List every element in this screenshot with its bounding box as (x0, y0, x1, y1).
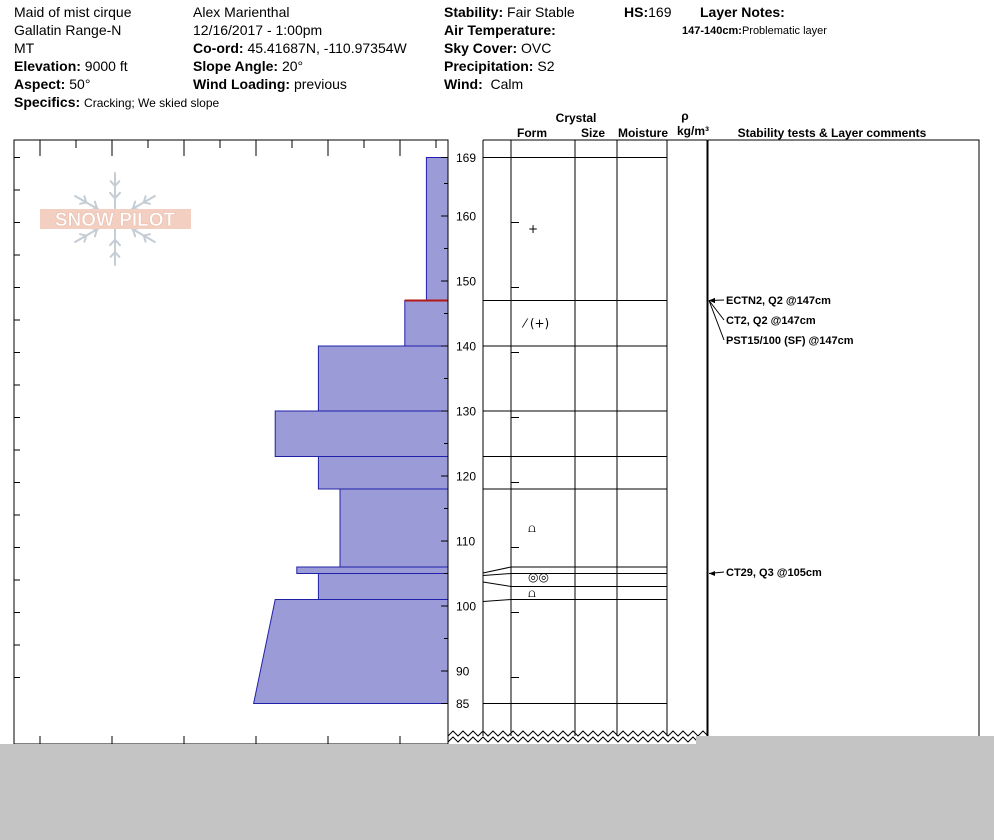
depth-tick-label: 100 (456, 599, 477, 614)
col-density-unit: kg/m³ (676, 124, 710, 138)
boundary-connector (483, 574, 511, 576)
depth-tick-label: 110 (456, 534, 476, 549)
slope-value: 20° (281, 58, 304, 74)
precip-label: Precipitation: (444, 58, 534, 74)
specifics-label: Specifics: (14, 94, 81, 110)
grain-form-symbol: + (528, 222, 539, 236)
hs-value: 169 (648, 4, 672, 20)
comments-frame (708, 140, 979, 744)
grain-form-symbol: ⁄ (+) (524, 316, 550, 331)
stability-value: Fair Stable (507, 4, 575, 20)
stability-test-label: ECTN2, Q2 @147cm (726, 295, 831, 307)
hardness-layers (254, 158, 448, 704)
grey-footer-band (0, 744, 994, 840)
logo-text: SNOW PILOT (54, 210, 176, 231)
layer-note-range: 147-140cm: (682, 25, 742, 37)
aspect-value: 50° (69, 76, 91, 92)
datetime: 12/16/2017 - 1:00pm (193, 22, 323, 38)
break-line-top (448, 731, 708, 736)
break-lines (448, 731, 708, 742)
slope-label: Slope Angle: (193, 58, 279, 74)
sky-label: Sky Cover: (444, 40, 518, 56)
wind-loading-label: Wind Loading: (193, 76, 291, 92)
left-ticks (14, 158, 20, 678)
test-arrowhead (709, 571, 715, 576)
hardness-layer (318, 574, 448, 600)
depth-tick-label: 85 (456, 697, 470, 711)
stability-label: Stability: (444, 4, 504, 20)
precip-value: S2 (537, 58, 555, 74)
stability-test-label: PST15/100 (SF) @147cm (726, 335, 854, 347)
layer-notes-label: Layer Notes: (700, 4, 785, 20)
depth-tick-label: 90 (456, 664, 470, 679)
wind-label: Wind: (444, 76, 483, 92)
depth-tick-label: 120 (456, 469, 477, 484)
depth-tick-label: 169 (456, 151, 477, 165)
test-leader (709, 301, 724, 341)
depth-tick-label: 150 (456, 274, 477, 289)
stability-tests (709, 295, 854, 579)
wind-loading-value: previous (293, 76, 347, 92)
stability-test-label: CT2, Q2 @147cm (726, 315, 816, 327)
snowpilot-logo (40, 173, 191, 265)
col-rho: ρ (681, 109, 689, 123)
col-size: Size (580, 126, 606, 140)
test-leader (709, 301, 724, 321)
wind-value: Calm (490, 76, 524, 92)
boundary-connector (483, 582, 511, 587)
hardness-layer (426, 158, 448, 301)
snowflake-branch (144, 202, 150, 203)
depth-tick-label: 140 (456, 339, 477, 354)
depth-tick-label: 130 (456, 404, 477, 419)
hardness-layer (405, 301, 448, 347)
boundary-connector (483, 567, 511, 573)
observer: Alex Marienthal (193, 4, 290, 20)
hardness-layer (340, 489, 448, 567)
depth-tick-label: 160 (456, 209, 477, 224)
aspect-label: Aspect: (14, 76, 66, 92)
col-crystal: Crystal (555, 111, 597, 125)
hs-label: HS: (624, 4, 649, 20)
elevation-value: 9000 ft (84, 58, 128, 74)
hardness-layer (318, 346, 448, 411)
layer-note-text: Problematic layer (741, 25, 827, 37)
hardness-layer (318, 457, 448, 490)
grain-form-symbol: ⩍ (528, 586, 536, 600)
snowflake-branch (80, 234, 86, 235)
col-moisture: Moisture (617, 126, 669, 140)
hardness-layer (275, 411, 448, 457)
boundary-connector (483, 600, 511, 602)
grain-form-symbol: ⩍ (528, 521, 536, 535)
range: Gallatin Range-N (14, 22, 122, 38)
specifics-value: Cracking; We skied slope (84, 96, 220, 110)
hardness-layer (297, 567, 448, 574)
coord-value: 45.41687N, -110.97354W (247, 40, 407, 56)
hardness-layer (254, 600, 448, 704)
stability-test-label: CT29, Q3 @105cm (726, 567, 822, 579)
grain-form-symbol: ◎◎ (528, 569, 549, 584)
coord-label: Co-ord: (193, 40, 244, 56)
crystal-columns (483, 140, 707, 736)
air-temp-label: Air Temperature: (444, 22, 556, 38)
break-line-bottom (448, 737, 708, 742)
elevation-label: Elevation: (14, 58, 81, 74)
location: Maid of mist cirque (14, 4, 132, 20)
col-comments: Stability tests & Layer comments (737, 126, 927, 140)
sky-value: OVC (521, 40, 552, 56)
state: MT (14, 40, 35, 56)
col-form: Form (517, 126, 547, 140)
